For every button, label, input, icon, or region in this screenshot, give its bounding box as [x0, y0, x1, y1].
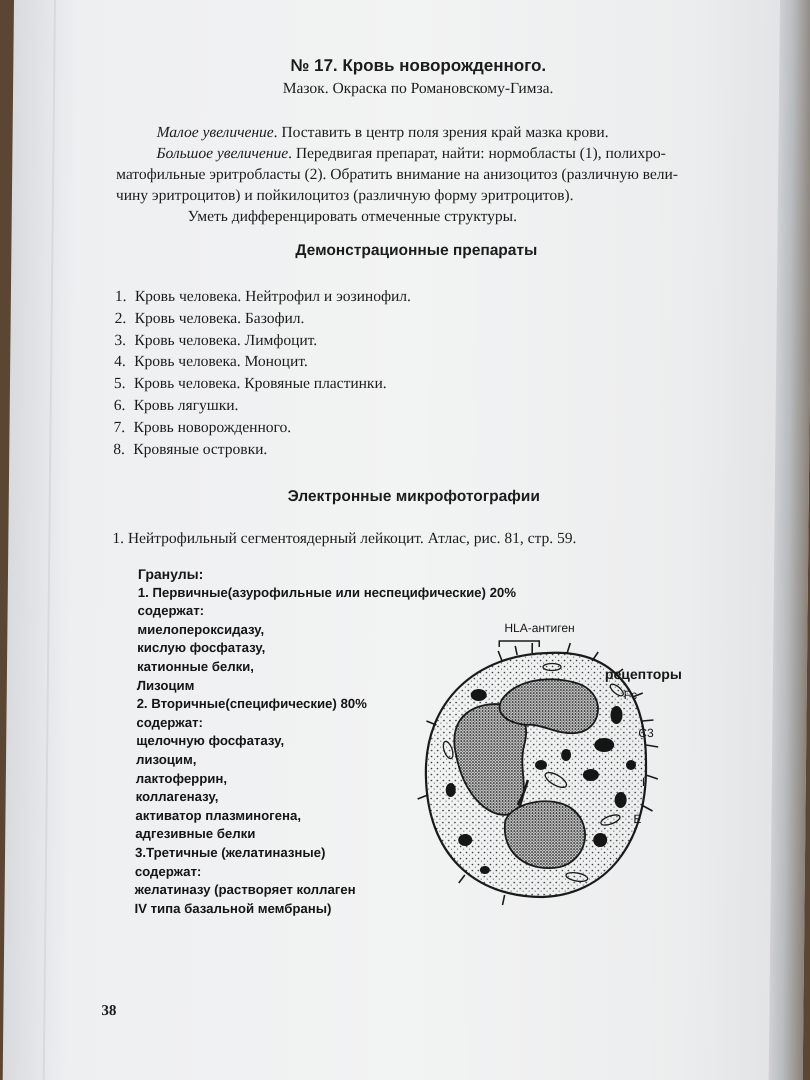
granule-line: 3.Третичные (желатиназные) — [134, 844, 326, 860]
granule-line: активатор плазминогена, — [135, 807, 302, 823]
page-title: № 17. Кровь новорожденного. — [290, 56, 547, 75]
fc-receptor-label: Fc — [623, 688, 638, 702]
list-item: 5. Кровь человека. Кровяные пластинки. — [113, 375, 387, 393]
high-magnification-line1: . Передвигая препарат, найти: нормобласты (1), полихро- — [288, 145, 666, 162]
list-item: 6. Кровь лягушки. — [113, 396, 239, 414]
neutrophil-illustration — [404, 605, 697, 935]
list-item: 7. Кровь новорожденного. — [113, 418, 292, 436]
list-item: 4. Кровь человека. Моноцит. — [114, 353, 308, 371]
granule-line: миелопероксидазу, — [137, 621, 265, 637]
list-item: 8. Кровяные островки. — [113, 440, 268, 458]
receptors-label: рецепторы — [604, 666, 682, 682]
granule-line: щелочную фосфатазу, — [136, 733, 285, 749]
e-receptor-label: E — [633, 812, 642, 826]
granule-line: адгезивные белки — [135, 826, 256, 842]
granule-line: содержат: — [136, 714, 204, 730]
hla-bracket — [499, 641, 539, 647]
em-item-1: 1. Нейтрофильный сегментоядерный лейкоцит. Атлас, рис. 81, стр. 59. — [112, 530, 577, 547]
c3-receptor-label: C3 — [638, 726, 654, 740]
instruction-differentiate: Уметь дифференцировать отмеченные структуры. — [187, 208, 518, 225]
granule-line: катионные белки, — [136, 658, 255, 674]
low-magnification-text: . Поставить в центр поля зрения край мазка крови. — [273, 124, 609, 141]
granule-line: кислую фосфатазу, — [137, 640, 266, 656]
i-receptor-label: I — [641, 775, 646, 789]
page-fold-shadow — [43, 0, 56, 1080]
demo-list — [113, 286, 411, 460]
instruction-low-magnification — [117, 122, 721, 143]
page-subtitle: Мазок. Окраска по Романовскому-Гимза. — [282, 80, 554, 97]
high-magnification-label: Большое увеличение — [156, 145, 289, 162]
low-magnification-label: Малое увеличение — [156, 124, 274, 141]
book-page — [3, 0, 810, 1080]
granule-line: лактоферрин, — [135, 770, 228, 786]
granule-line: содержат: — [137, 603, 205, 619]
granule-line: Лизоцим — [136, 677, 195, 693]
high-magnification-line3: чину эритроцитов) и пойкилоцитоз (различную форму эритроцитов). — [115, 187, 574, 204]
granule-line: 2. Вторичные(специфические) 80% — [136, 696, 367, 712]
demo-heading: Демонстрационные препараты — [295, 242, 538, 259]
page-number: 38 — [101, 1003, 117, 1019]
instruction-high-magnification — [116, 143, 721, 206]
granule-line: лизоцим, — [135, 751, 197, 767]
list-item: 2. Кровь человека. Базофил. — [114, 309, 305, 327]
granule-line: 1. Первичные(азурофильные или неспецифические) 20% — [137, 584, 517, 600]
granules-legend — [134, 565, 517, 918]
next-page-edge — [769, 0, 810, 1080]
granule-line: IV типа базальной мембраны) — [134, 900, 332, 916]
em-heading: Электронные микрофотографии — [287, 488, 540, 505]
granule-line: содержат: — [134, 863, 202, 879]
granules-title: Гранулы: — [137, 566, 204, 582]
list-item: 3. Кровь человека. Лимфоцит. — [114, 331, 318, 349]
granule-line: коллагеназу, — [135, 789, 219, 805]
hla-antigen-label: HLA-антиген — [504, 621, 575, 635]
high-magnification-line2: матофильные эритробласты (2). Обратить внимание на анизоцитоз (различную вели- — [116, 166, 679, 183]
list-item: 1. Кровь человека. Нейтрофил и эозинофил. — [114, 288, 412, 305]
granule-line: желатиназу (растворяет коллаген — [134, 882, 356, 898]
